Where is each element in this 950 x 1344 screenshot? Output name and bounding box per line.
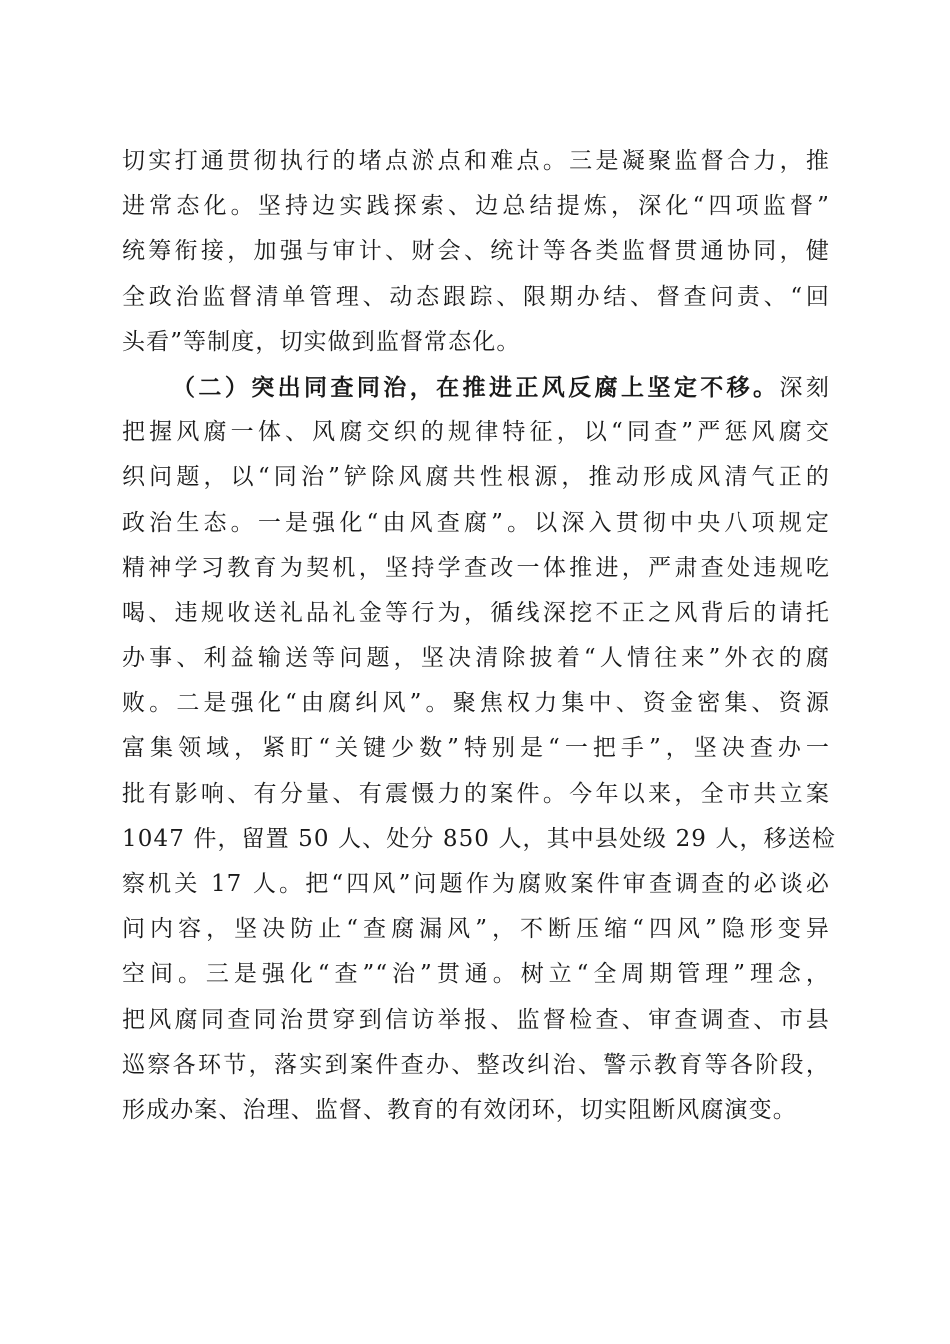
text-line: 问内容，坚决防止“查腐漏风”，不断压缩“四风”隐形变异: [122, 916, 830, 943]
text-line: 把风腐同查同治贯穿到信访举报、监督检查、审查调查、市县: [122, 1006, 830, 1033]
heading-continuation: 深刻: [779, 374, 830, 401]
text-line: 空间。三是强化“查”“治”贯通。树立“全周期管理”理念，: [122, 961, 830, 988]
text-line: 精神学习教育为契机，坚持学查改一体推进，严肃查处违规吃: [122, 554, 830, 581]
text-line: 头看”等制度，切实做到监督常态化。: [122, 328, 521, 355]
text-line: 政治生态。一是强化“由风查腐”。以深入贯彻中央八项规定: [122, 509, 830, 536]
text-line: 1047 件，留置 50 人、处分 850 人，其中县处级 29 人，移送检: [122, 825, 836, 852]
text-line: 察机关 17 人。把“四风”问题作为腐败案件审查调查的必谈必: [122, 871, 830, 897]
section-heading: （二）突出同查同治，在推进正风反腐上坚定不移。: [172, 373, 780, 401]
text-line: 喝、违规收送礼品礼金等行为，循线深挖不正之风背后的请托: [122, 599, 830, 626]
section-heading-line: [122, 365, 830, 410]
text-line: 把握风腐一体、风腐交织的规律特征，以“同查”严惩风腐交: [122, 419, 830, 446]
text-line: 织问题，以“同治”铲除风腐共性根源，推动形成风清气正的: [122, 464, 830, 491]
text-line: 富集领域，紧盯“关键少数”特别是“一把手”，坚决查办一: [122, 735, 830, 762]
text-line: 败。二是强化“由腐纠风”。聚焦权力集中、资金密集、资源: [122, 690, 830, 717]
body-text: [122, 139, 836, 1133]
text-line: 统筹衔接，加强与审计、财会、统计等各类监督贯通协同，健: [122, 238, 830, 265]
text-line: 形成办案、治理、监督、教育的有效闭环，切实阻断风腐演变。: [122, 1096, 797, 1123]
text-line: 巡察各环节，落实到案件查办、整改纠治、警示教育等各阶段，: [122, 1051, 830, 1078]
text-line: 批有影响、有分量、有震慑力的案件。今年以来，全市共立案: [122, 780, 830, 807]
text-line: 全政治监督清单管理、动态跟踪、限期办结、督查问责、“回: [122, 283, 830, 310]
text-line: 办事、利益输送等问题，坚决清除披着“人情往来”外衣的腐: [122, 645, 830, 672]
text-line: 进常态化。坚持边实践探索、边总结提炼，深化“四项监督”: [122, 193, 830, 220]
text-line: 切实打通贯彻执行的堵点淤点和难点。三是凝聚监督合力，推: [122, 148, 830, 174]
